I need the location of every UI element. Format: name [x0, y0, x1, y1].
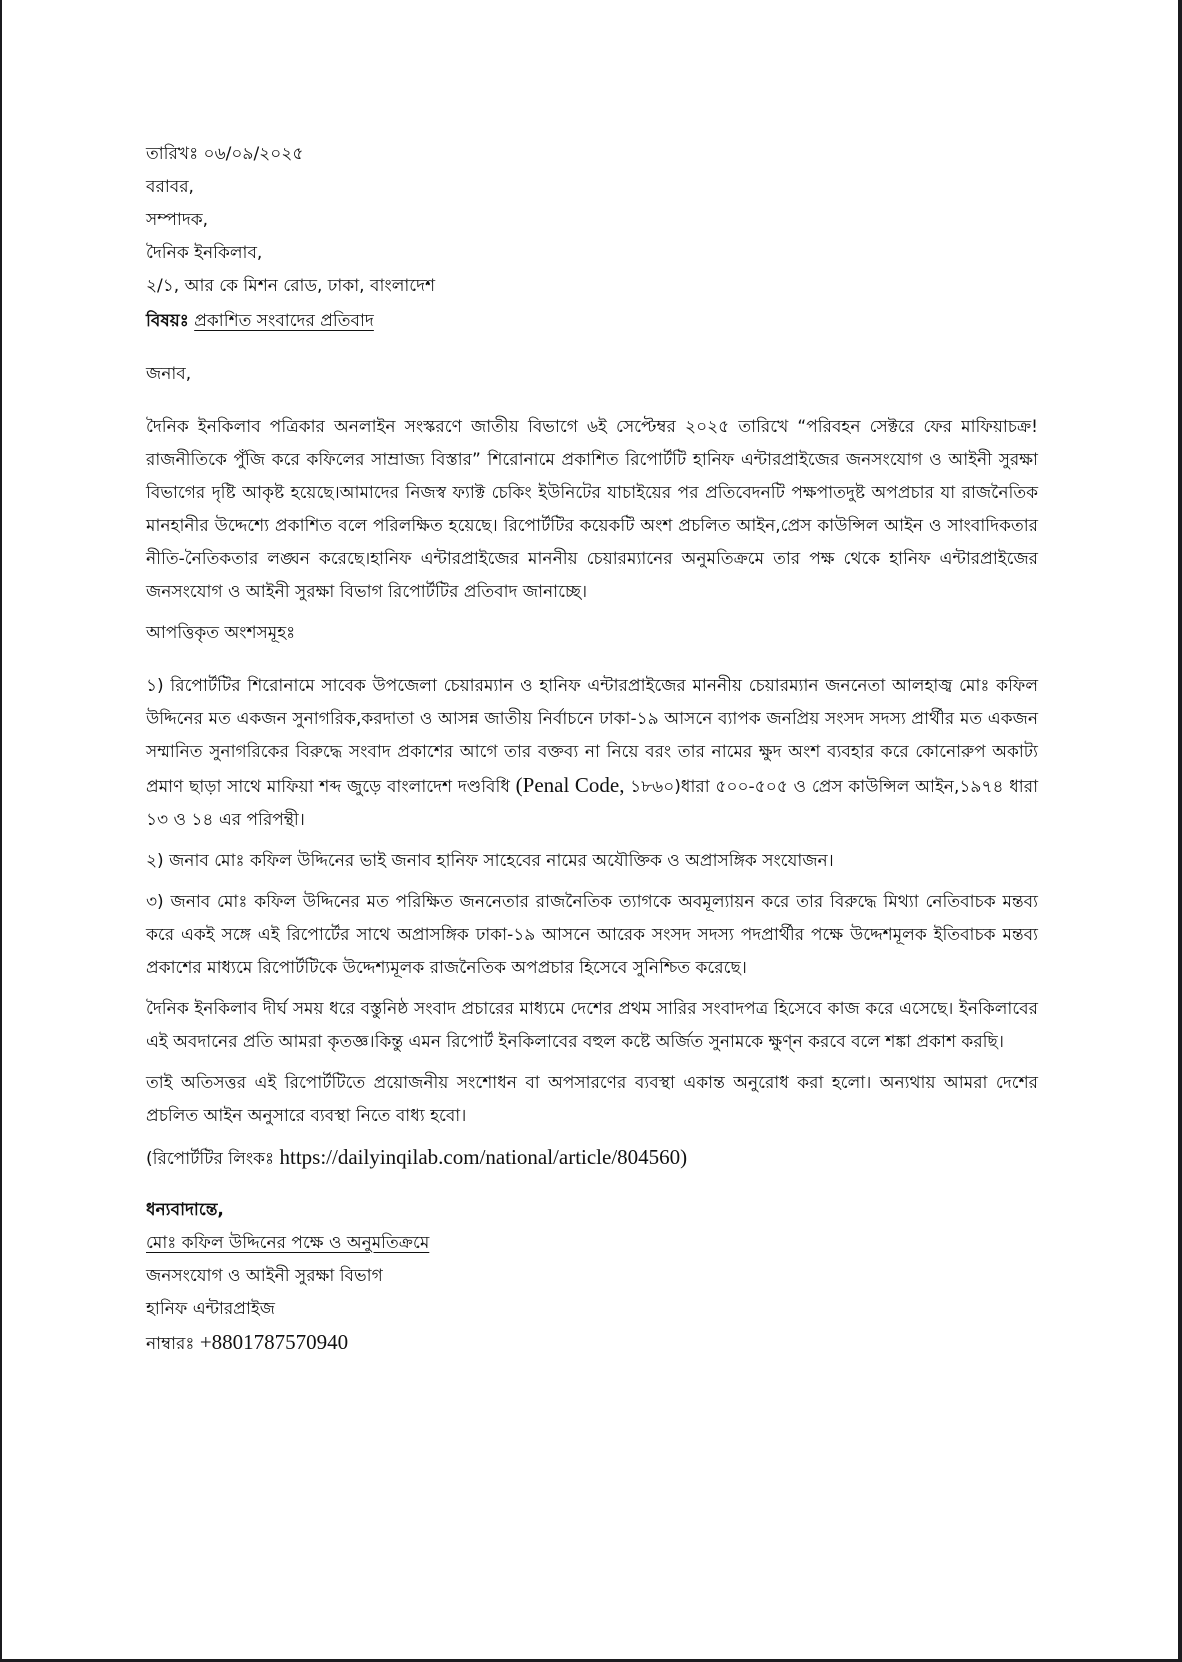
- subject-line: [146, 305, 1038, 338]
- organization: হানিফ এন্টারপ্রাইজ: [146, 1299, 275, 1319]
- objection-1: [146, 670, 1038, 837]
- report-link-line: [146, 1141, 1038, 1174]
- phone-line: [146, 1326, 1038, 1359]
- objections-heading: আপত্তিকৃত অংশসমূহঃ: [146, 623, 296, 643]
- salutation: জনাব,: [146, 364, 192, 384]
- appreciation-paragraph: দৈনিক ইনকিলাব দীর্ঘ সময় ধরে বস্তুনিষ্ঠ সংবাদ প্রচারের মাধ্যমে দেশের প্রথম সারির সংবাদপত্র হিসেবে কাজ করে এসেছে। ইনকিলাবের এই অবদানের প্রতি আমরা কৃতজ্ঞ।কিন্তু এমন রিপোর্ট ইনকিলাবের বহুল কষ্টে অর্জিত সুনামকে ক্ষুণ্ন করবে বলে শঙ্কা প্রকাশ করছি।: [146, 999, 1038, 1052]
- report-link-url[interactable]: https://dailyinqilab.com/national/article/804560: [279, 1145, 681, 1169]
- report-link-close: ): [680, 1145, 688, 1169]
- recipient-title: সম্পাদক,: [146, 210, 209, 230]
- report-link-label: (রিপোর্টটির লিংকঃ: [146, 1149, 280, 1169]
- letter-body: [146, 138, 1038, 1359]
- phone-label: নাম্বারঃ: [146, 1334, 200, 1354]
- request-paragraph: তাই অতিসত্তর এই রিপোর্টটিতে প্রয়োজনীয় সংশোধন বা অপসারণের ব্যবস্থা একান্ত অনুরোধ করা হলো। অন্যথায় আমরা দেশের প্রচলিত আইন অনুসারে ব্যবস্থা নিতে বাধ্য হবো।: [146, 1073, 1038, 1126]
- phone-number: +8801787570940: [199, 1330, 349, 1354]
- department: জনসংযোগ ও আইনী সুরক্ষা বিভাগ: [146, 1266, 383, 1286]
- recipient-newspaper: দৈনিক ইনকিলাব,: [146, 243, 263, 263]
- letter-to: বরাবর,: [146, 177, 194, 197]
- penal-code-ref: (Penal Code,: [515, 773, 631, 797]
- recipient-address: ২/১, আর কে মিশন রোড, ঢাকা, বাংলাদেশ: [146, 276, 436, 296]
- subject-label: বিষয়ঃ: [146, 311, 189, 331]
- closing: ধন্যবাদান্তে,: [146, 1200, 224, 1220]
- objection-2: ২) জনাব মোঃ কফিল উদ্দিনের ভাই জনাব হানিফ সাহেবের নামের অযৌক্তিক ও অপ্রাসঙ্গিক সংযোজন।: [146, 851, 834, 871]
- objection-1-text-a: ১) রিপোর্টটির শিরোনামে সাবেক উপজেলা চেয়ারম্যান ও হানিফ এন্টারপ্রাইজের মাননীয় চেয়ারম্যান জননেতা আলহাজ্ব মোঃ কফিল উদ্দিনের মত একজন সুনাগরিক,করদাতা ও আসন্ন জাতীয় নির্বাচনে ঢাকা-১৯ আসনে ব্যাপক জনপ্রিয় সংসদ সদস্য প্রার্থীর মত একজন সম্মানিত সুনাগরিকের বিরুদ্ধে সংবাদ প্রকাশের আগে তার বক্তব্য না নিয়ে বরং তার নামের ক্ষুদ অংশ ব্যবহার করে কোনোরুপ অকাট্য প্রমাণ ছাড়া সাথে মাফিয়া শব্দ জুড়ে বাংলাদেশ দণ্ডবিধি: [146, 676, 1038, 797]
- document-page: [2, 0, 1178, 1659]
- letter-date: তারিখঃ ০৬/০৯/২০২৫: [146, 144, 304, 164]
- signatory-line: মোঃ কফিল উদ্দিনের পক্ষে ও অনুমতিক্রমে: [146, 1233, 430, 1253]
- subject-text: প্রকাশিত সংবাদের প্রতিবাদ: [194, 311, 374, 331]
- objection-1-text-b: ১৮৬০)ধারা ৫০০-৫০৫ ও প্রেস কাউন্সিল আইন,১৯৭৪ ধারা ১৩ ও ১৪ এর পরিপন্থী।: [146, 777, 1038, 830]
- objection-3: ৩) জনাব মোঃ কফিল উদ্দিনের মত পরিক্ষিত জননেতার রাজনৈতিক ত্যাগকে অবমূল্যায়ন করে তার বিরুদ্ধে মিথ্যা নেতিবাচক মন্তব্য করে একই সঙ্গে এই রিপোর্টের সাথে অপ্রাসঙ্গিক ঢাকা-১৯ আসনে আরেক সংসদ সদস্য পদপ্রার্থীর পক্ষে উদ্দেশমূলক ইতিবাচক মন্তব্য প্রকাশের মাধ্যমে রিপোর্টটিকে উদ্দেশ্যমূলক রাজনৈতিক অপপ্রচার হিসেবে সুনিশ্চিত করেছে।: [146, 892, 1038, 978]
- intro-paragraph: দৈনিক ইনকিলাব পত্রিকার অনলাইন সংস্করণে জাতীয় বিভাগে ৬ই সেপ্টেম্বর ২০২৫ তারিখে “পরিবহন সেক্টরে ফের মাফিয়াচক্র!রাজনীতিকে পুঁজি করে কফিলের সাম্রাজ্য বিস্তার” শিরোনামে প্রকাশিত রিপোর্টটি হানিফ এন্টারপ্রাইজের জনসংযোগ ও আইনী সুরক্ষা বিভাগের দৃষ্টি আকৃষ্ট হয়েছে।আমাদের নিজস্ব ফ্যাক্ট চেকিং ইউনিটের যাচাইয়ের পর প্রতিবেদনটি পক্ষপাতদুষ্ট অপপ্রচার যা রাজনৈতিক মানহানীর উদ্দেশ্যে প্রকাশিত বলে পরিলক্ষিত হয়েছে। রিপোর্টটির কয়েকটি অংশ প্রচলিত আইন,প্রেস কাউন্সিল আইন ও সাংবাদিকতার নীতি-নৈতিকতার লঙ্ঘন করেছে।হানিফ এন্টারপ্রাইজের মাননীয় চেয়ারম্যানের অনুমতিক্রমে তার পক্ষ থেকে হানিফ এন্টারপ্রাইজের জনসংযোগ ও আইনী সুরক্ষা বিভাগ রিপোর্টটির প্রতিবাদ জানাচ্ছে।: [146, 417, 1038, 602]
